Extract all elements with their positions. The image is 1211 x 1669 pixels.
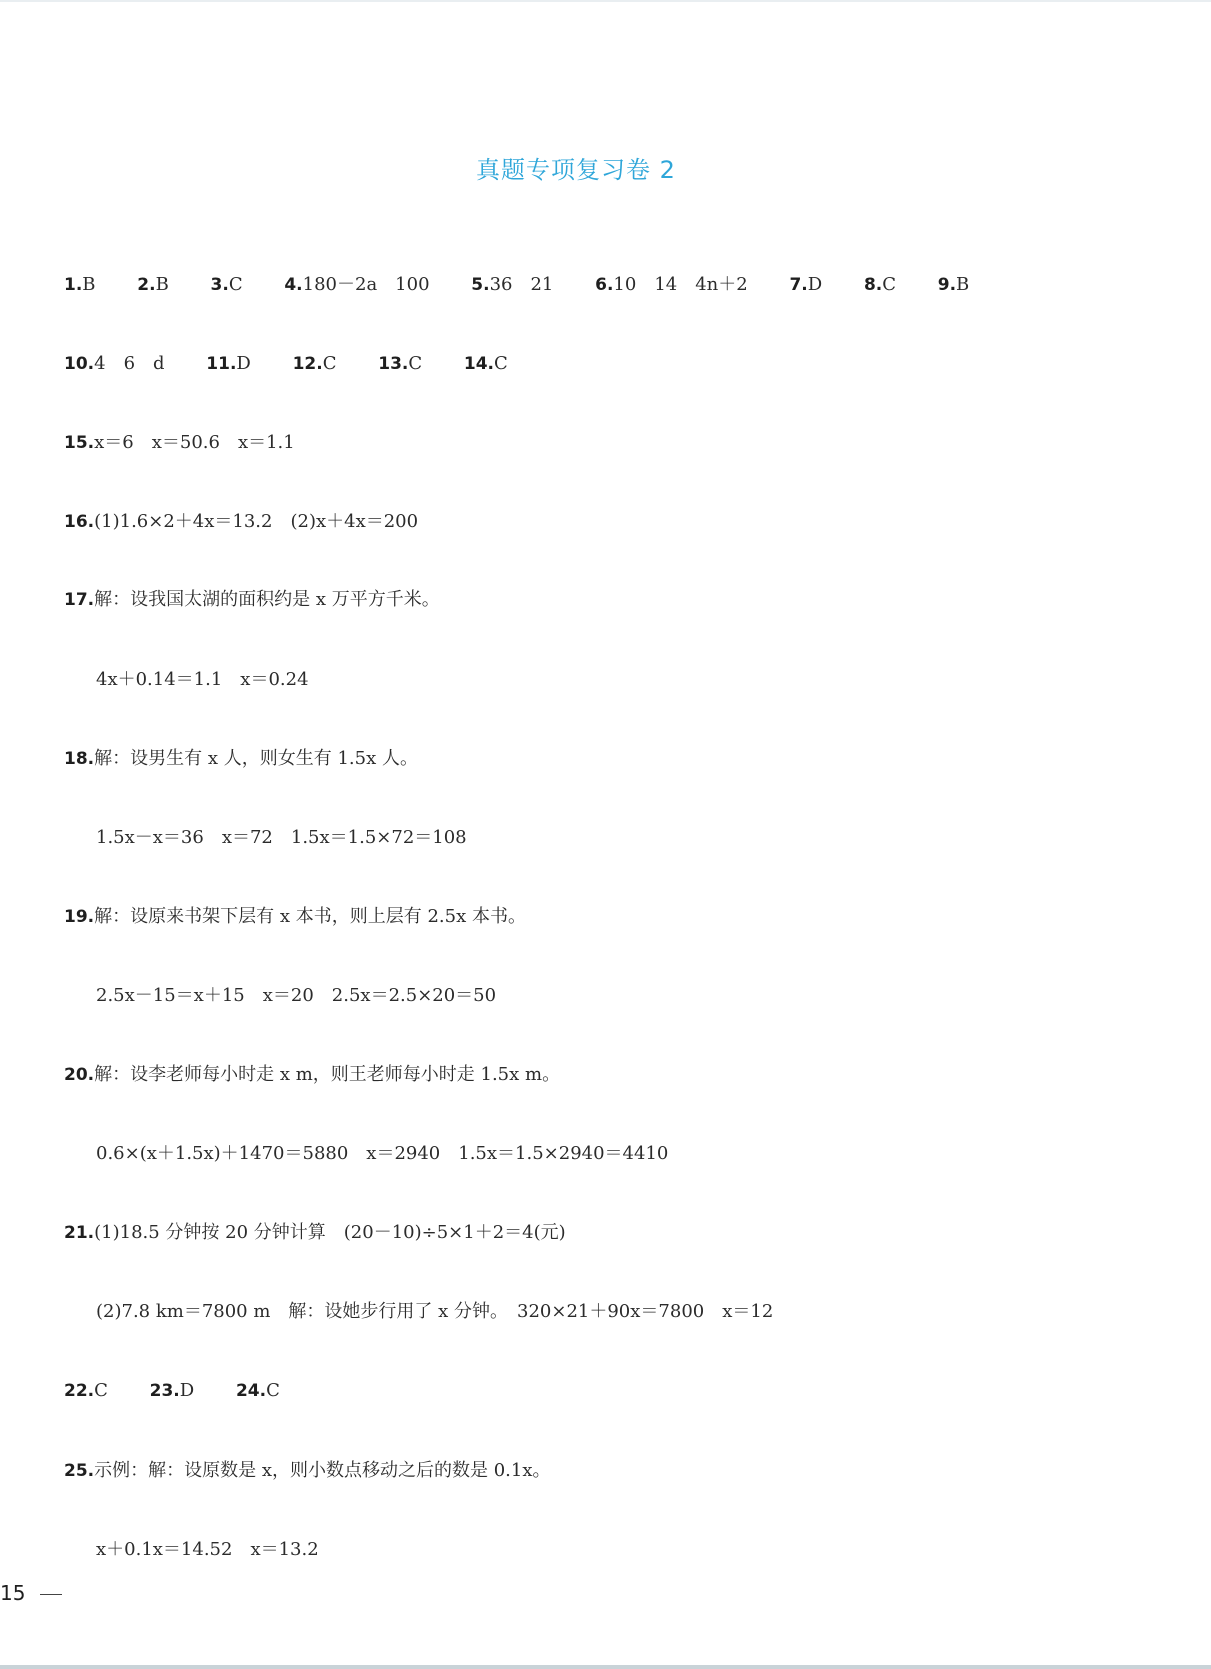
answer-item (150, 1382, 195, 1400)
answer-item (293, 355, 337, 373)
answer-text: 180－2a 100 (302, 274, 430, 295)
answer-row-2 (64, 355, 508, 373)
answer-item (471, 276, 553, 294)
answer-text: C (408, 353, 423, 374)
answer-q20 (64, 1066, 560, 1084)
answer-q17 (64, 591, 440, 609)
answer-text: C (94, 1380, 108, 1401)
answer-item (64, 1382, 108, 1400)
question-number: 21. (64, 1223, 95, 1243)
answer-text: 示例：解：设原数是 x，则小数点移动之后的数是 0.1x。 (94, 1460, 551, 1481)
question-number: 18. (64, 749, 95, 769)
answer-q20-solution: 0.6×(x＋1.5x)＋1470＝5880 x＝2940 1.5x＝1.5×2940＝4410 (96, 1143, 669, 1164)
question-number: 3. (210, 275, 229, 295)
answer-item (864, 276, 896, 294)
answer-text: 解：设男生有 x 人，则女生有 1.5x 人。 (94, 748, 418, 769)
answer-q25-solution: x＋0.1x＝14.52 x＝13.2 (96, 1539, 319, 1560)
page-bottom-edge (0, 1665, 1211, 1669)
answer-q21-solution: (2)7.8 km＝7800 m 解：设她步行用了 x 分钟。 320×21＋90x＝7800 x＝12 (96, 1301, 774, 1322)
answer-text: 36 21 (489, 274, 554, 295)
answer-q17-solution: 4x＋0.14＝1.1 x＝0.24 (96, 669, 309, 690)
question-number: 13. (378, 354, 409, 374)
answer-q18 (64, 750, 418, 768)
question-number: 17. (64, 590, 95, 610)
answer-q21 (64, 1224, 566, 1242)
answer-item (137, 276, 169, 294)
answer-text: C (266, 1380, 280, 1401)
answer-text: B (956, 274, 970, 295)
question-number: 20. (64, 1065, 95, 1085)
question-number: 7. (789, 275, 808, 295)
question-number: 15. (64, 433, 95, 453)
answer-item (64, 355, 165, 373)
page-top-edge (0, 0, 1211, 2)
answer-text: 解：设李老师每小时走 x m，则王老师每小时走 1.5x m。 (94, 1064, 561, 1085)
answer-text: 解：设我国太湖的面积约是 x 万平方千米。 (94, 589, 440, 610)
question-number: 23. (149, 1381, 180, 1401)
question-number: 22. (64, 1381, 95, 1401)
answer-row-1 (64, 276, 969, 294)
answer-item (789, 276, 822, 294)
answer-text: D (236, 353, 251, 374)
answer-text: B (82, 274, 96, 295)
answer-q25 (64, 1462, 551, 1480)
page-number: 15 (0, 1581, 26, 1605)
question-number: 19. (64, 907, 95, 927)
question-number: 8. (863, 275, 883, 295)
answer-item (64, 276, 96, 294)
answer-item (236, 1382, 280, 1400)
question-number: 6. (595, 275, 614, 295)
answer-text: B (155, 274, 169, 295)
question-number: 12. (292, 354, 323, 374)
answer-item (284, 276, 429, 294)
question-number: 1. (64, 275, 83, 295)
page-number-dash (40, 1594, 62, 1595)
answer-text: 4 6 d (94, 353, 165, 374)
page-title: 真题专项复习卷 2 (476, 156, 676, 184)
question-number: 10. (64, 354, 95, 374)
answer-text: D (179, 1380, 195, 1401)
answer-q16 (64, 513, 418, 531)
answer-q18-solution: 1.5x－x＝36 x＝72 1.5x＝1.5×72＝108 (96, 827, 467, 848)
answer-text: (1)1.6×2＋4x＝13.2 (2)x＋4x＝200 (94, 511, 419, 532)
question-number: 11. (206, 354, 237, 374)
answer-item (595, 276, 748, 294)
answer-q19 (64, 908, 526, 926)
answer-text: C (322, 353, 337, 374)
answer-text: 解：设原来书架下层有 x 本书，则上层有 2.5x 本书。 (94, 906, 526, 927)
answer-item (378, 355, 422, 373)
answer-text: C (228, 274, 243, 295)
answer-text: C (882, 274, 897, 295)
question-number: 2. (137, 275, 156, 295)
question-number: 24. (235, 1381, 267, 1401)
question-number: 4. (284, 275, 303, 295)
answer-text: (1)18.5 分钟按 20 分钟计算 (20－10)÷5×1＋2＝4(元) (94, 1222, 566, 1243)
answer-text: 10 14 4n＋2 (613, 274, 748, 295)
answer-row-22 (64, 1382, 280, 1400)
answer-text: C (494, 353, 508, 374)
question-number: 5. (471, 275, 490, 295)
answer-item (464, 355, 508, 373)
question-number: 14. (463, 354, 494, 374)
answer-text: D (807, 274, 823, 295)
question-number: 16. (64, 512, 95, 532)
answer-q19-solution: 2.5x－15＝x＋15 x＝20 2.5x＝2.5×20＝50 (96, 985, 497, 1006)
question-number: 9. (937, 275, 957, 295)
answer-q15 (64, 434, 295, 452)
answer-text: x＝6 x＝50.6 x＝1.1 (94, 432, 295, 453)
answer-item (206, 355, 251, 373)
answer-item (938, 276, 970, 294)
answer-item (211, 276, 243, 294)
question-number: 25. (64, 1461, 95, 1481)
